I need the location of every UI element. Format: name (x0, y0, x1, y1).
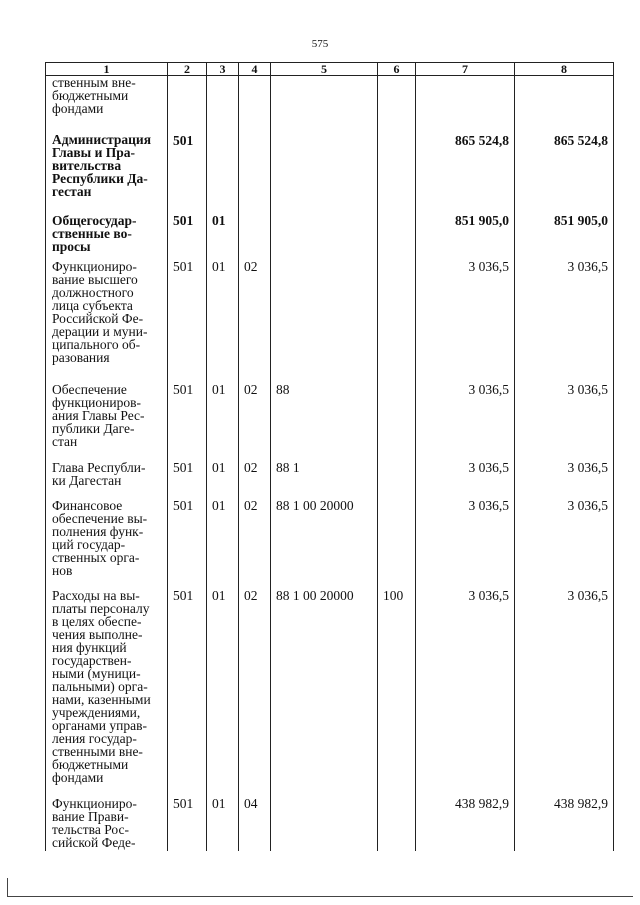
column-header: 6 (378, 63, 416, 76)
cell-subsection: 02 (239, 260, 271, 383)
cell-expense-type: 100 (378, 589, 416, 797)
cell-amount-7: 851 905,0 (416, 214, 515, 260)
cell-subsection: 04 (239, 797, 271, 851)
cell-amount-8: 3 036,5 (515, 589, 614, 797)
row-name: Общегосудар- ственные во- просы (46, 214, 168, 260)
row-name: Финансовое обеспечение вы- полнения функ- ций государ- ственных орга- нов (46, 499, 168, 589)
cell-target: 88 1 00 20000 (271, 499, 378, 589)
column-header: 1 (46, 63, 168, 76)
column-header: 7 (416, 63, 515, 76)
row-name: Администрация Главы и Пра- вительства Республики Да- гестан (46, 133, 168, 214)
cell-code: 501 (168, 214, 207, 260)
cell-expense-type (378, 133, 416, 214)
table-row (46, 499, 614, 589)
cell-amount-7: 3 036,5 (416, 589, 515, 797)
cell-amount-7: 3 036,5 (416, 461, 515, 499)
scan-edge-horizontal (7, 896, 633, 897)
cell-expense-type (378, 383, 416, 461)
cell-amount-8: 438 982,9 (515, 797, 614, 851)
cell-target (271, 133, 378, 214)
cell-amount-8: 3 036,5 (515, 383, 614, 461)
cell-amount-8: 3 036,5 (515, 461, 614, 499)
scan-edge-vertical (7, 878, 8, 896)
cell-amount-7 (416, 76, 515, 134)
cell-amount-7: 865 524,8 (416, 133, 515, 214)
cell-amount-7: 3 036,5 (416, 499, 515, 589)
cell-target (271, 76, 378, 134)
row-name: ственным вне- бюджетными фондами (46, 76, 168, 134)
row-name: Функциониро- вание Прави- тельства Рос- сийской Феде- (46, 797, 168, 851)
cell-section: 01 (207, 797, 239, 851)
row-name: Глава Республи- ки Дагестан (46, 461, 168, 499)
table-row (46, 76, 614, 134)
cell-expense-type (378, 499, 416, 589)
cell-amount-8 (515, 76, 614, 134)
cell-code: 501 (168, 461, 207, 499)
cell-expense-type (378, 797, 416, 851)
cell-amount-7: 3 036,5 (416, 383, 515, 461)
cell-amount-8: 865 524,8 (515, 133, 614, 214)
table-row (46, 589, 614, 797)
cell-subsection (239, 214, 271, 260)
row-name: Обеспечение функциониров- ания Главы Рес- публики Даге- стан (46, 383, 168, 461)
column-header-row (46, 63, 614, 76)
cell-code (168, 76, 207, 134)
table-row (46, 461, 614, 499)
cell-section: 01 (207, 260, 239, 383)
cell-section: 01 (207, 499, 239, 589)
cell-target: 88 1 00 20000 (271, 589, 378, 797)
cell-section: 01 (207, 589, 239, 797)
cell-section: 01 (207, 461, 239, 499)
column-header: 8 (515, 63, 614, 76)
cell-subsection (239, 76, 271, 134)
cell-target: 88 1 (271, 461, 378, 499)
column-header: 3 (207, 63, 239, 76)
cell-subsection: 02 (239, 499, 271, 589)
table-row (46, 214, 614, 260)
cell-code: 501 (168, 133, 207, 214)
cell-code: 501 (168, 797, 207, 851)
cell-amount-8: 851 905,0 (515, 214, 614, 260)
budget-table (45, 62, 614, 851)
cell-code: 501 (168, 499, 207, 589)
cell-target (271, 797, 378, 851)
cell-amount-8: 3 036,5 (515, 260, 614, 383)
table-row (46, 797, 614, 851)
row-name: Функциониро- вание высшего должностного лица субъекта Российской Фе- дерации и муни- ципального об- разования (46, 260, 168, 383)
cell-section: 01 (207, 214, 239, 260)
column-header: 4 (239, 63, 271, 76)
cell-expense-type (378, 76, 416, 134)
cell-amount-7: 3 036,5 (416, 260, 515, 383)
cell-target (271, 260, 378, 383)
cell-section (207, 133, 239, 214)
cell-code: 501 (168, 260, 207, 383)
table-row (46, 383, 614, 461)
cell-amount-7: 438 982,9 (416, 797, 515, 851)
cell-subsection: 02 (239, 383, 271, 461)
cell-target: 88 (271, 383, 378, 461)
cell-expense-type (378, 214, 416, 260)
cell-code: 501 (168, 589, 207, 797)
cell-expense-type (378, 461, 416, 499)
cell-code: 501 (168, 383, 207, 461)
column-header: 2 (168, 63, 207, 76)
cell-subsection: 02 (239, 589, 271, 797)
page-number: 575 (311, 38, 329, 50)
cell-expense-type (378, 260, 416, 383)
table-row (46, 260, 614, 383)
cell-amount-8: 3 036,5 (515, 499, 614, 589)
row-name: Расходы на вы- платы персоналу в целях обеспе- чения выполне- ния функций государствен- ными (муници- пальными) орга- нами, казенными учреждениями, органами управ- ления государ- ственными вне- бюджетными фондами (46, 589, 168, 797)
cell-target (271, 214, 378, 260)
cell-section: 01 (207, 383, 239, 461)
cell-subsection: 02 (239, 461, 271, 499)
column-header: 5 (271, 63, 378, 76)
cell-section (207, 76, 239, 134)
table-row (46, 133, 614, 214)
cell-subsection (239, 133, 271, 214)
